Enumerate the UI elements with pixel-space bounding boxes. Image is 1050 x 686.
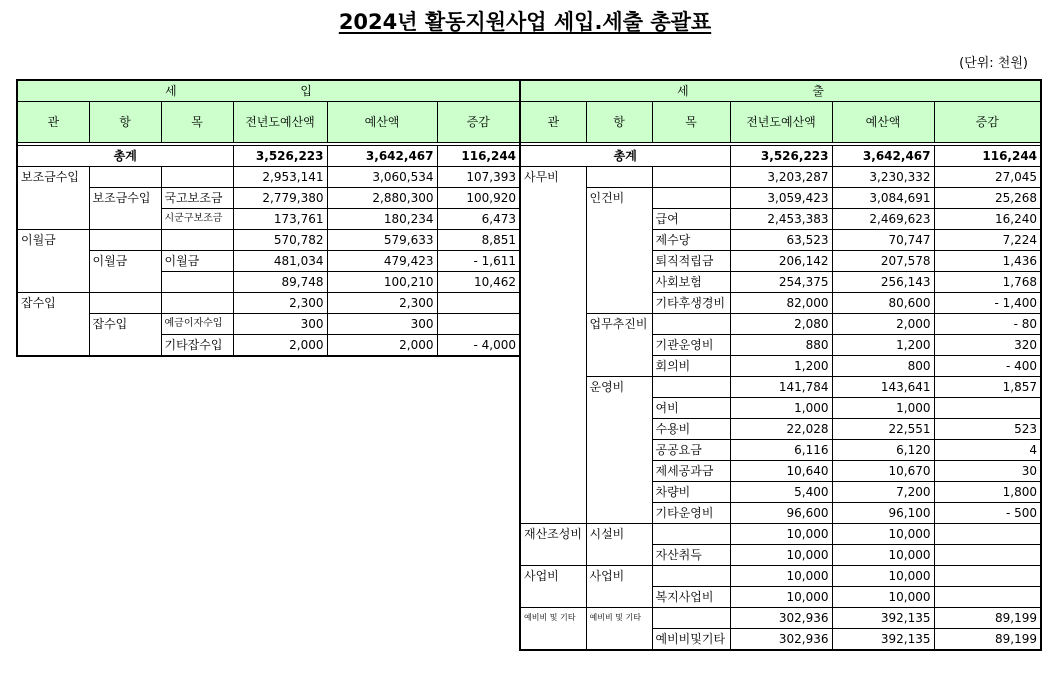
income-prev-cell: 2,779,380 [233, 188, 327, 209]
income-budget-cell: 2,000 [327, 335, 437, 357]
expense-prev-cell: 254,375 [730, 272, 832, 293]
expense-prev-cell: 63,523 [730, 230, 832, 251]
expense-budget-cell: 10,000 [832, 524, 934, 545]
expense-gwan-cell: 예비비 및 기타 [520, 608, 586, 651]
expense-header-mok: 목 [652, 102, 730, 143]
expense-prev-cell: 302,936 [730, 629, 832, 651]
table-row [17, 188, 520, 209]
table-row [520, 314, 1041, 335]
expense-budget-cell: 96,100 [832, 503, 934, 524]
expense-prev-cell: 10,000 [730, 587, 832, 608]
income-table [16, 79, 521, 357]
income-prev-cell: 481,034 [233, 251, 327, 272]
expense-group-header: 세 출 [520, 80, 1041, 102]
income-group-header: 세 입 [17, 80, 520, 102]
income-diff-cell: 8,851 [437, 230, 520, 251]
expense-hang-cell [586, 167, 652, 188]
expense-diff-cell: 7,224 [934, 230, 1041, 251]
expense-mok-cell: 기타운영비 [652, 503, 730, 524]
expense-diff-cell: 89,199 [934, 608, 1041, 629]
income-header-budget: 예산액 [327, 102, 437, 143]
expense-prev-cell: 880 [730, 335, 832, 356]
expense-prev-cell: 141,784 [730, 377, 832, 398]
income-diff-cell: 6,473 [437, 209, 520, 230]
income-budget-cell: 579,633 [327, 230, 437, 251]
expense-header-prev: 전년도예산액 [730, 102, 832, 143]
income-header-hang: 항 [89, 102, 161, 143]
expense-mok-cell [652, 188, 730, 209]
income-mok-cell: 예금이자수입 [161, 314, 233, 335]
income-prev-cell: 570,782 [233, 230, 327, 251]
table-row [520, 524, 1041, 545]
expense-budget-cell: 143,641 [832, 377, 934, 398]
table-row [17, 167, 520, 188]
expense-diff-cell: 1,436 [934, 251, 1041, 272]
income-prev-cell: 2,953,141 [233, 167, 327, 188]
expense-diff-cell: 1,800 [934, 482, 1041, 503]
table-row [17, 293, 520, 314]
expense-diff-cell: 16,240 [934, 209, 1041, 230]
expense-diff-cell: 30 [934, 461, 1041, 482]
income-diff-cell [437, 314, 520, 335]
income-hang-cell: 이월금 [89, 251, 161, 293]
expense-mok-cell: 급여 [652, 209, 730, 230]
expense-budget-cell: 1,000 [832, 398, 934, 419]
expense-mok-cell: 사회보험 [652, 272, 730, 293]
expense-mok-cell: 자산취득 [652, 545, 730, 566]
expense-header-budget: 예산액 [832, 102, 934, 143]
income-header-prev: 전년도예산액 [233, 102, 327, 143]
expense-budget-cell: 392,135 [832, 629, 934, 651]
income-prev-cell: 2,000 [233, 335, 327, 357]
expense-gwan-cell: 사무비 [520, 167, 586, 524]
income-hang-cell [89, 293, 161, 314]
expense-hang-cell: 시설비 [586, 524, 652, 566]
income-budget-cell: 3,060,534 [327, 167, 437, 188]
income-hang-cell [89, 167, 161, 188]
income-hang-cell: 잡수입 [89, 314, 161, 357]
income-mok-cell [161, 167, 233, 188]
unit-label: (단위: 천원) [959, 56, 1028, 71]
expense-total-diff: 116,244 [934, 146, 1041, 167]
table-row [17, 251, 520, 272]
expense-diff-cell: - 1,400 [934, 293, 1041, 314]
income-diff-cell: 107,393 [437, 167, 520, 188]
income-header-gwan: 관 [17, 102, 89, 143]
expense-total-label: 총계 [520, 146, 730, 167]
expense-mok-cell: 여비 [652, 398, 730, 419]
income-mok-cell [161, 293, 233, 314]
expense-budget-cell: 392,135 [832, 608, 934, 629]
expense-prev-cell: 82,000 [730, 293, 832, 314]
expense-budget-cell: 3,230,332 [832, 167, 934, 188]
table-row [520, 566, 1041, 587]
expense-mok-cell [652, 524, 730, 545]
expense-prev-cell: 10,000 [730, 545, 832, 566]
expense-header-hang: 항 [586, 102, 652, 143]
income-budget-cell: 2,880,300 [327, 188, 437, 209]
expense-prev-cell: 10,640 [730, 461, 832, 482]
income-hang-cell: 보조금수입 [89, 188, 161, 230]
expense-mok-cell: 복지사업비 [652, 587, 730, 608]
page-title: 2024년 활동지원사업 세입.세출 총괄표 [338, 10, 712, 34]
expense-budget-cell: 3,084,691 [832, 188, 934, 209]
income-budget-cell: 2,300 [327, 293, 437, 314]
expense-prev-cell: 96,600 [730, 503, 832, 524]
expense-total-row [520, 146, 1041, 167]
expense-budget-cell: 800 [832, 356, 934, 377]
expense-budget-cell: 207,578 [832, 251, 934, 272]
expense-diff-cell: - 80 [934, 314, 1041, 335]
expense-diff-cell: 523 [934, 419, 1041, 440]
expense-budget-cell: 70,747 [832, 230, 934, 251]
income-prev-cell: 173,761 [233, 209, 327, 230]
expense-diff-cell: 1,857 [934, 377, 1041, 398]
table-row [520, 167, 1041, 188]
expense-mok-cell: 회의비 [652, 356, 730, 377]
expense-budget-cell: 10,000 [832, 587, 934, 608]
expense-budget-cell: 6,120 [832, 440, 934, 461]
income-gwan-cell: 보조금수입 [17, 167, 89, 230]
income-header-diff: 증감 [437, 102, 520, 143]
expense-budget-cell: 10,000 [832, 545, 934, 566]
expense-diff-cell: 1,768 [934, 272, 1041, 293]
income-mok-cell [161, 272, 233, 293]
expense-header-diff: 증감 [934, 102, 1041, 143]
income-total-row [17, 146, 520, 167]
expense-budget-cell: 7,200 [832, 482, 934, 503]
income-diff-cell: 100,920 [437, 188, 520, 209]
expense-budget-cell: 80,600 [832, 293, 934, 314]
expense-diff-cell: - 500 [934, 503, 1041, 524]
income-mok-cell: 시군구보조금 [161, 209, 233, 230]
expense-mok-cell: 제세공과금 [652, 461, 730, 482]
expense-mok-cell [652, 167, 730, 188]
income-total-label: 총계 [17, 146, 233, 167]
income-mok-cell: 기타잡수입 [161, 335, 233, 357]
expense-prev-cell: 3,203,287 [730, 167, 832, 188]
income-hang-cell [89, 230, 161, 251]
expense-table [519, 79, 1042, 651]
expense-hang-cell: 예비비 및 기타 [586, 608, 652, 651]
expense-mok-cell [652, 377, 730, 398]
expense-diff-cell [934, 566, 1041, 587]
expense-prev-cell: 2,080 [730, 314, 832, 335]
income-total-budget: 3,642,467 [327, 146, 437, 167]
expense-gwan-cell: 재산조성비 [520, 524, 586, 566]
expense-gwan-cell: 사업비 [520, 566, 586, 608]
expense-mok-cell [652, 314, 730, 335]
expense-prev-cell: 206,142 [730, 251, 832, 272]
expense-budget-cell: 10,670 [832, 461, 934, 482]
income-mok-cell [161, 230, 233, 251]
expense-mok-cell: 예비비및기타 [652, 629, 730, 651]
expense-diff-cell: 4 [934, 440, 1041, 461]
expense-prev-cell: 2,453,383 [730, 209, 832, 230]
income-header-mok: 목 [161, 102, 233, 143]
income-budget-cell: 180,234 [327, 209, 437, 230]
expense-mok-cell [652, 566, 730, 587]
expense-budget-cell: 256,143 [832, 272, 934, 293]
income-diff-cell: 10,462 [437, 272, 520, 293]
expense-prev-cell: 10,000 [730, 566, 832, 587]
expense-prev-cell: 5,400 [730, 482, 832, 503]
income-mok-cell: 이월금 [161, 251, 233, 272]
expense-diff-cell: 89,199 [934, 629, 1041, 651]
expense-mok-cell: 제수당 [652, 230, 730, 251]
expense-mok-cell: 퇴직적립금 [652, 251, 730, 272]
expense-budget-cell: 2,000 [832, 314, 934, 335]
expense-mok-cell: 수용비 [652, 419, 730, 440]
expense-total-budget: 3,642,467 [832, 146, 934, 167]
expense-budget-cell: 1,200 [832, 335, 934, 356]
income-total-prev: 3,526,223 [233, 146, 327, 167]
expense-prev-cell: 6,116 [730, 440, 832, 461]
income-budget-cell: 479,423 [327, 251, 437, 272]
expense-diff-cell: 320 [934, 335, 1041, 356]
income-budget-cell: 300 [327, 314, 437, 335]
income-prev-cell: 2,300 [233, 293, 327, 314]
expense-diff-cell [934, 524, 1041, 545]
income-diff-cell: - 1,611 [437, 251, 520, 272]
expense-mok-cell: 공공요금 [652, 440, 730, 461]
expense-prev-cell: 22,028 [730, 419, 832, 440]
table-row [520, 188, 1041, 209]
income-diff-cell [437, 293, 520, 314]
income-prev-cell: 89,748 [233, 272, 327, 293]
expense-budget-cell: 2,469,623 [832, 209, 934, 230]
expense-hang-cell: 인건비 [586, 188, 652, 314]
expense-hang-cell: 사업비 [586, 566, 652, 608]
income-gwan-cell: 이월금 [17, 230, 89, 293]
income-total-diff: 116,244 [437, 146, 520, 167]
table-row [17, 230, 520, 251]
expense-mok-cell [652, 608, 730, 629]
expense-header-gwan: 관 [520, 102, 586, 143]
expense-mok-cell: 기타후생경비 [652, 293, 730, 314]
expense-budget-cell: 22,551 [832, 419, 934, 440]
expense-diff-cell: 27,045 [934, 167, 1041, 188]
expense-prev-cell: 10,000 [730, 524, 832, 545]
expense-diff-cell: - 400 [934, 356, 1041, 377]
expense-diff-cell [934, 398, 1041, 419]
income-mok-cell: 국고보조금 [161, 188, 233, 209]
expense-mok-cell: 기관운영비 [652, 335, 730, 356]
expense-prev-cell: 1,000 [730, 398, 832, 419]
expense-budget-cell: 10,000 [832, 566, 934, 587]
expense-prev-cell: 3,059,423 [730, 188, 832, 209]
income-prev-cell: 300 [233, 314, 327, 335]
expense-hang-cell: 업무추진비 [586, 314, 652, 377]
table-row [520, 377, 1041, 398]
expense-prev-cell: 1,200 [730, 356, 832, 377]
income-budget-cell: 100,210 [327, 272, 437, 293]
expense-total-prev: 3,526,223 [730, 146, 832, 167]
income-gwan-cell: 잡수입 [17, 293, 89, 357]
table-row [17, 314, 520, 335]
expense-hang-cell: 운영비 [586, 377, 652, 524]
expense-diff-cell [934, 587, 1041, 608]
income-diff-cell: - 4,000 [437, 335, 520, 357]
expense-mok-cell: 차량비 [652, 482, 730, 503]
expense-prev-cell: 302,936 [730, 608, 832, 629]
expense-diff-cell: 25,268 [934, 188, 1041, 209]
table-row [520, 608, 1041, 629]
expense-diff-cell [934, 545, 1041, 566]
